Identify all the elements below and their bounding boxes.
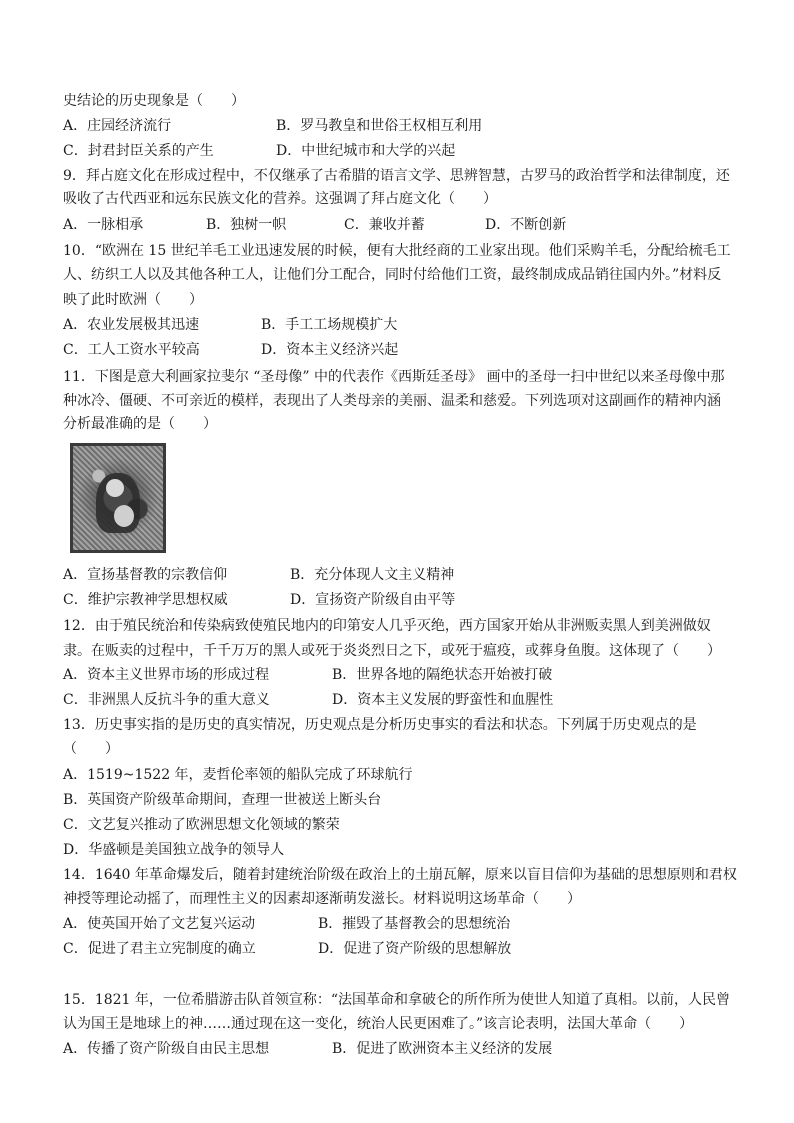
answer-option: A．农业发展极其迅速 xyxy=(63,317,200,333)
text-line: 12．由于殖民统治和传染病致使殖民地内的印第安人几乎灭绝，西方国家开始从非洲贩卖黑人到美洲做奴 xyxy=(63,618,711,634)
answer-option: D．资本主义经济兴起 xyxy=(261,342,399,358)
text-line: 人、纺织工人以及其他各种工人，让他们分工配合，同时付给他们工资，最终制成成品销往国内外。”材料反 xyxy=(63,267,722,283)
answer-option: D．资本主义发展的野蛮性和血腥性 xyxy=(332,692,554,708)
answer-option: B．充分体现人文主义精神 xyxy=(290,567,455,583)
answer-option: A．庄园经济流行 xyxy=(63,118,172,134)
text-line: 史结论的历史现象是（ ） xyxy=(63,93,245,109)
answer-option: D．不断创新 xyxy=(485,217,567,233)
answer-option: B．摧毁了基督教会的思想统治 xyxy=(318,916,511,932)
text-line: B．英国资产阶级革命期间，查理一世被送上断头台 xyxy=(63,792,382,808)
answer-option: A．资本主义世界市场的形成过程 xyxy=(63,667,270,683)
text-line: 分析最准确的是（ ） xyxy=(63,416,217,432)
answer-option: B．促进了欧洲资本主义经济的发展 xyxy=(332,1041,553,1057)
text-line: 隶。在贩卖的过程中，千千万万的黑人或死于炎炎烈日之下，或死于瘟疫，或葬身鱼腹。这体现了（ ） xyxy=(63,643,721,659)
text-line: 9．拜占庭文化在形成过程中，不仅继承了古希腊的语言文学、思辨智慧，古罗马的政治哲学和法律制度，还 xyxy=(63,168,730,184)
answer-option: D．宣扬资产阶级自由平等 xyxy=(290,592,456,608)
text-line: 11．下图是意大利画家拉斐尔 “圣母像” 中的代表作《西斯廷圣母》 画中的圣母一扫中世纪以来圣母像中那 xyxy=(63,369,725,385)
text-line: D．华盛顿是美国独立战争的领导人 xyxy=(63,842,285,858)
text-line: 14．1640 年革命爆发后，随着封建统治阶级在政治上的土崩瓦解，原来以盲目信仰为基础的思想原则和君权 xyxy=(63,867,737,883)
answer-option: C．促进了君主立宪制度的确立 xyxy=(63,941,256,957)
answer-option: C．非洲黑人反抗斗争的重大意义 xyxy=(63,692,270,708)
answer-option: C．兼收并蓄 xyxy=(344,217,425,233)
text-line: 认为国王是地球上的神……通过现在这一变化，统治人民更困难了。”该言论表明，法国大革命（ ） xyxy=(63,1016,694,1032)
answer-option: B．世界各地的隔绝状态开始被打破 xyxy=(332,667,553,683)
text-line: （ ） xyxy=(63,741,119,757)
answer-option: A．宣扬基督教的宗教信仰 xyxy=(63,567,228,583)
answer-option: D．中世纪城市和大学的兴起 xyxy=(276,143,456,159)
answer-option: C．封君封臣关系的产生 xyxy=(63,143,214,159)
answer-option: B．手工工场规模扩大 xyxy=(261,317,398,333)
text-line: 13．历史事实指的是历史的真实情况，历史观点是分析历史事实的看法和状态。下列属于历史观点的是 xyxy=(63,717,697,733)
answer-option: C．工人工资水平较高 xyxy=(63,342,200,358)
answer-option: D．促进了资产阶级的思想解放 xyxy=(318,941,512,957)
answer-option: B．独树一帜 xyxy=(206,217,287,233)
text-line: 吸收了古代西亚和远东民族文化的营养。这强调了拜占庭文化（ ） xyxy=(63,191,497,207)
answer-option: A．传播了资产阶级自由民主思想 xyxy=(63,1041,270,1057)
sistine-madonna-image xyxy=(70,443,166,553)
text-line: A．1519~1522 年，麦哲伦率领的船队完成了环球航行 xyxy=(63,767,413,783)
text-line: 神授等理论动摇了，而理性主义的因素却逐渐萌发滋长。材料说明这场革命（ ） xyxy=(63,891,581,907)
text-line: 种冰冷、僵硬、不可亲近的模样，表现出了人类母亲的美丽、温柔和慈爱。下列选项对这副画作的精神内涵 xyxy=(63,393,721,409)
text-line: 10．“欧洲在 15 世纪羊毛工业迅速发展的时候，便有大批经商的工业家出现。他们采购羊毛，分配给梳毛工 xyxy=(63,243,731,259)
answer-option: B．罗马教皇和世俗王权相互利用 xyxy=(276,118,483,134)
answer-option: C．维护宗教神学思想权威 xyxy=(63,592,228,608)
text-line: 映了此时欧洲（ ） xyxy=(63,292,203,308)
text-line: 15．1821 年，一位希腊游击队首领宣称：“法国革命和拿破仑的所作所为使世人知道了真相。以前，人民曾 xyxy=(63,992,731,1008)
text-line: C．文艺复兴推动了欧洲思想文化领域的繁荣 xyxy=(63,817,340,833)
answer-option: A．使英国开始了文艺复兴运动 xyxy=(63,916,256,932)
answer-option: A．一脉相承 xyxy=(63,217,144,233)
